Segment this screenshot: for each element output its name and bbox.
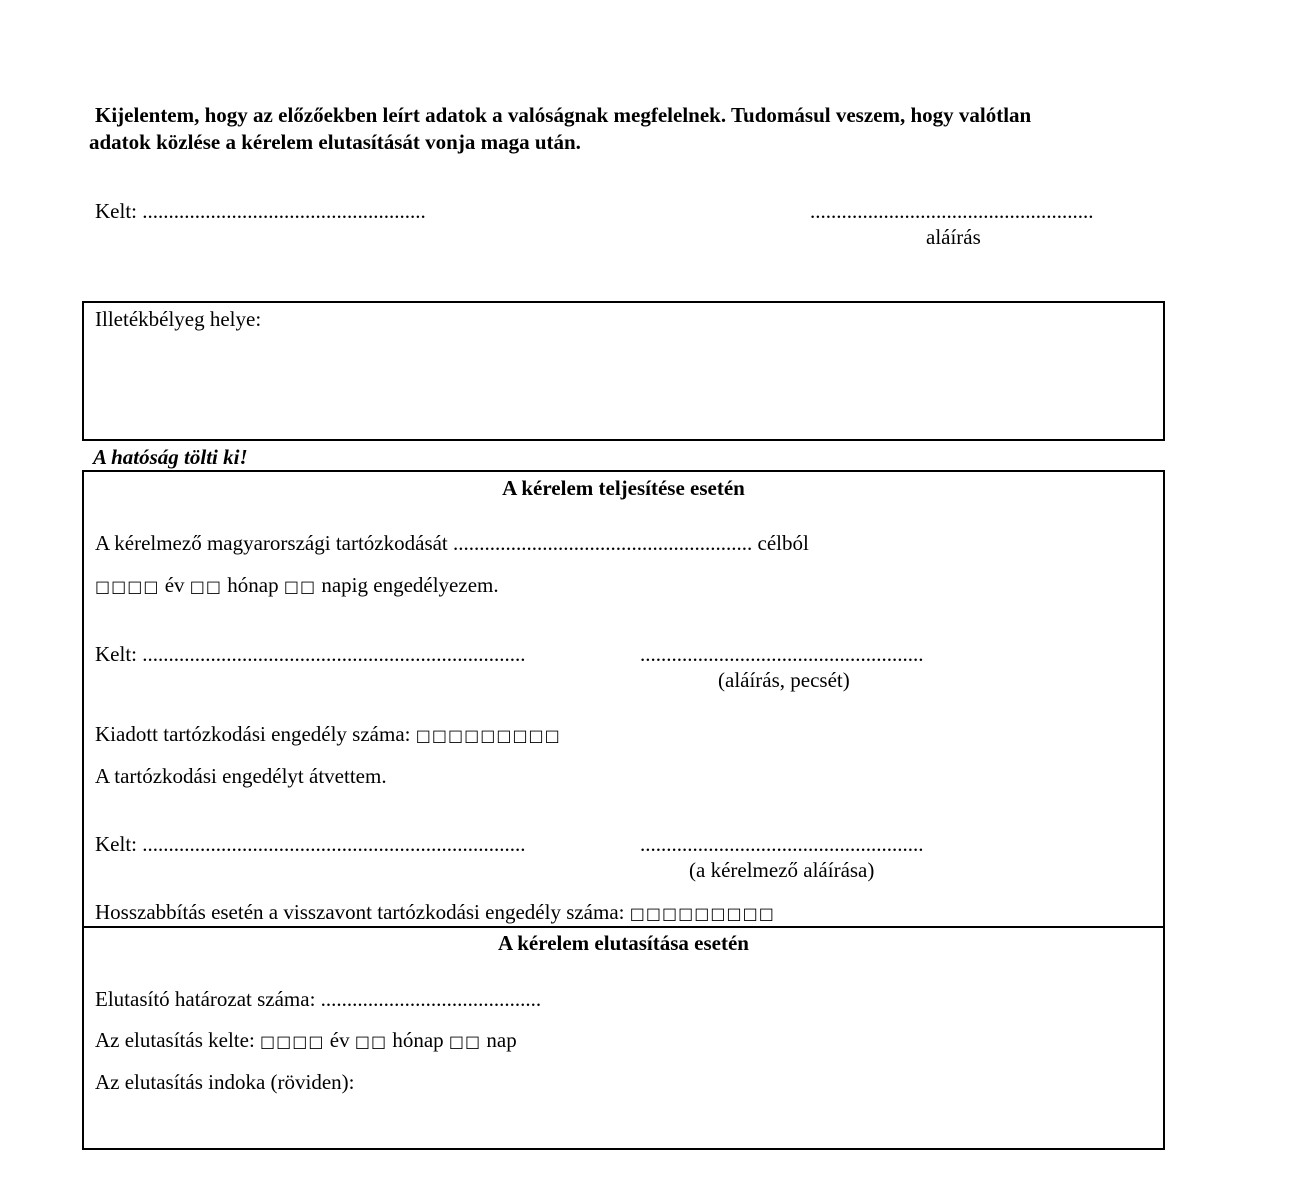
rejection-reason-label: Az elutasítás indoka (röviden):: [95, 1070, 355, 1094]
rejection-title: A kérelem elutasítása esetén: [498, 931, 749, 955]
top-kelt-field[interactable]: Kelt: ......................................................: [95, 199, 426, 223]
rejection-day-boxes[interactable]: □□: [448, 1032, 482, 1051]
duration-months-boxes[interactable]: □□: [189, 577, 223, 596]
declaration-line-2: adatok közlése a kérelem elutasítását vonja maga után.: [89, 130, 581, 154]
approval-title: A kérelem teljesítése esetén: [502, 476, 745, 500]
rejection-honap: hónap: [387, 1028, 449, 1052]
applicant-signature-label: (a kérelmező aláírása): [689, 858, 875, 882]
duration-rest: napig engedélyezem.: [316, 573, 499, 597]
approval-purpose-field[interactable]: A kérelmező magyarországi tartózkodását ......................................................... célból: [95, 531, 809, 555]
rejection-nap: nap: [481, 1028, 517, 1052]
duration-years-boxes[interactable]: □□□□: [95, 577, 160, 596]
applicant-signature-line[interactable]: ......................................................: [640, 832, 924, 856]
duration-ev: év: [159, 573, 190, 597]
extension-label: Hosszabbítás esetén a visszavont tartózkodási engedély száma:: [95, 900, 625, 924]
rejection-decision-number-field[interactable]: Elutasító határozat száma: ..........................................: [95, 987, 542, 1011]
authority-note: A hatóság tölti ki!: [93, 445, 248, 469]
permit-number-label: Kiadott tartózkodási engedély száma:: [95, 722, 411, 746]
declaration-line-1: Kijelentem, hogy az előzőekben leírt adatok a valóságnak megfelelnek. Tudomásul veszem, hogy valótlan: [95, 103, 1032, 127]
approval-signature-line[interactable]: ......................................................: [640, 642, 924, 666]
permit-number-row: [95, 724, 561, 745]
duration-honap: hónap: [222, 573, 284, 597]
permit-received-text: A tartózkodási engedélyt átvettem.: [95, 764, 387, 788]
approval-signature-label: (aláírás, pecsét): [718, 668, 850, 692]
rejection-month-boxes[interactable]: □□: [354, 1032, 388, 1051]
stamp-label: Illetékbélyeg helye:: [95, 307, 262, 331]
duration-days-boxes[interactable]: □□: [283, 577, 317, 596]
rejection-year-boxes[interactable]: □□□□: [260, 1032, 325, 1051]
rejection-date-row: [95, 1030, 517, 1051]
rejection-date-label: Az elutasítás kelte:: [95, 1028, 255, 1052]
rejection-ev: év: [324, 1028, 355, 1052]
extension-number-boxes[interactable]: □□□□□□□□□: [629, 904, 775, 923]
extension-row: [95, 902, 775, 923]
top-signature-label: aláírás: [926, 225, 981, 249]
approval-duration-row: [95, 575, 499, 596]
approval-kelt-field[interactable]: Kelt: .........................................................................: [95, 642, 526, 666]
applicant-kelt-field[interactable]: Kelt: .........................................................................: [95, 832, 526, 856]
top-signature-line[interactable]: ......................................................: [810, 199, 1094, 223]
permit-number-boxes[interactable]: □□□□□□□□□: [415, 726, 561, 745]
section-divider: [82, 926, 1165, 928]
